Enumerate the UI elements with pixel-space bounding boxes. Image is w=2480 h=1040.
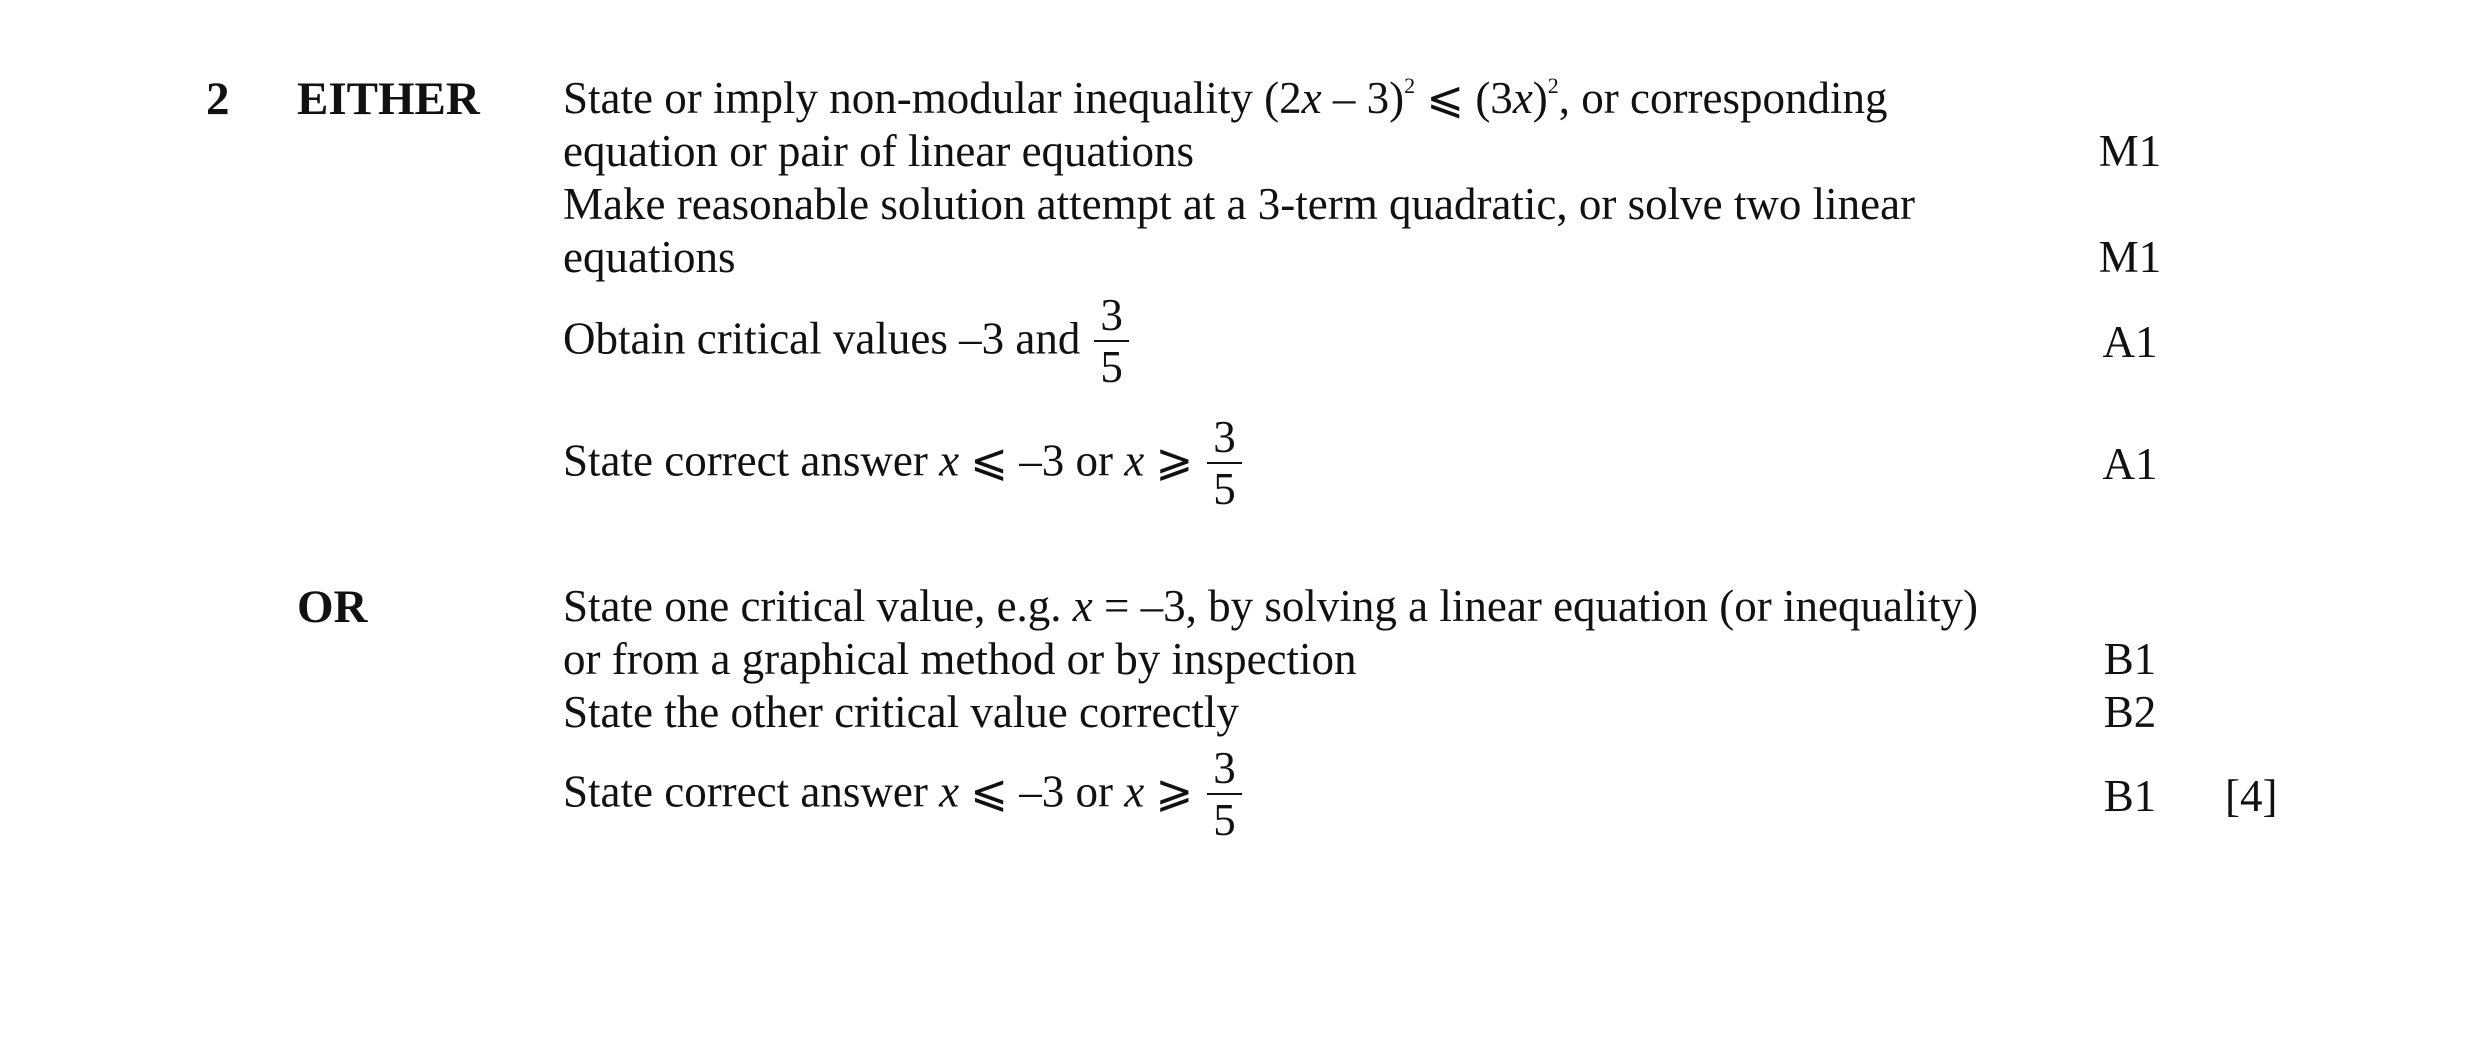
question-number: 2: [206, 73, 230, 125]
or-line-1: State one critical value, e.g. x = –3, by solving a linear equation (or inequality): [563, 581, 1978, 631]
mark-a1-second: A1: [2102, 439, 2158, 489]
total-marks: [4]: [2225, 771, 2278, 821]
or-line-2: or from a graphical method or by inspection: [563, 634, 1357, 684]
fraction-three-fifths: $\frac{3}{5}$: [1207, 412, 1242, 514]
mark-m1-first: M1: [2098, 126, 2162, 176]
either-line-3: Make reasonable solution attempt at a 3-term quadratic, or solve two linear: [563, 179, 1916, 229]
either-critical-values-line: Obtain critical values –3 and $\frac{3}{5}$: [563, 292, 1129, 394]
mark-b2: B2: [2103, 687, 2157, 737]
either-label: EITHER: [297, 73, 480, 125]
fraction-three-fifths: $\frac{3}{5}$: [1094, 290, 1129, 392]
fraction-three-fifths: $\frac{3}{5}$: [1207, 743, 1242, 845]
mark-b1-second: B1: [2103, 771, 2157, 821]
either-line-1: State or imply non-modular inequality (2x – 3)$^2$ ⩽ $(3x)^2$, or corresponding: [563, 73, 1888, 123]
either-line-2: equation or pair of linear equations: [563, 126, 1195, 176]
mark-a1-first: A1: [2102, 317, 2158, 367]
or-answer-line: State correct answer x ⩽ –3 or x ⩾ $\frac{3}{5}$: [563, 745, 1242, 847]
or-line-3: State the other critical value correctly: [563, 687, 1239, 737]
either-answer-line: State correct answer x ⩽ –3 or x ⩾ $\frac{3}{5}$: [563, 414, 1242, 516]
or-label: OR: [297, 581, 368, 633]
mark-m1-second: M1: [2098, 232, 2162, 282]
either-line-4: equations: [563, 232, 736, 282]
mark-b1-first: B1: [2103, 634, 2157, 684]
